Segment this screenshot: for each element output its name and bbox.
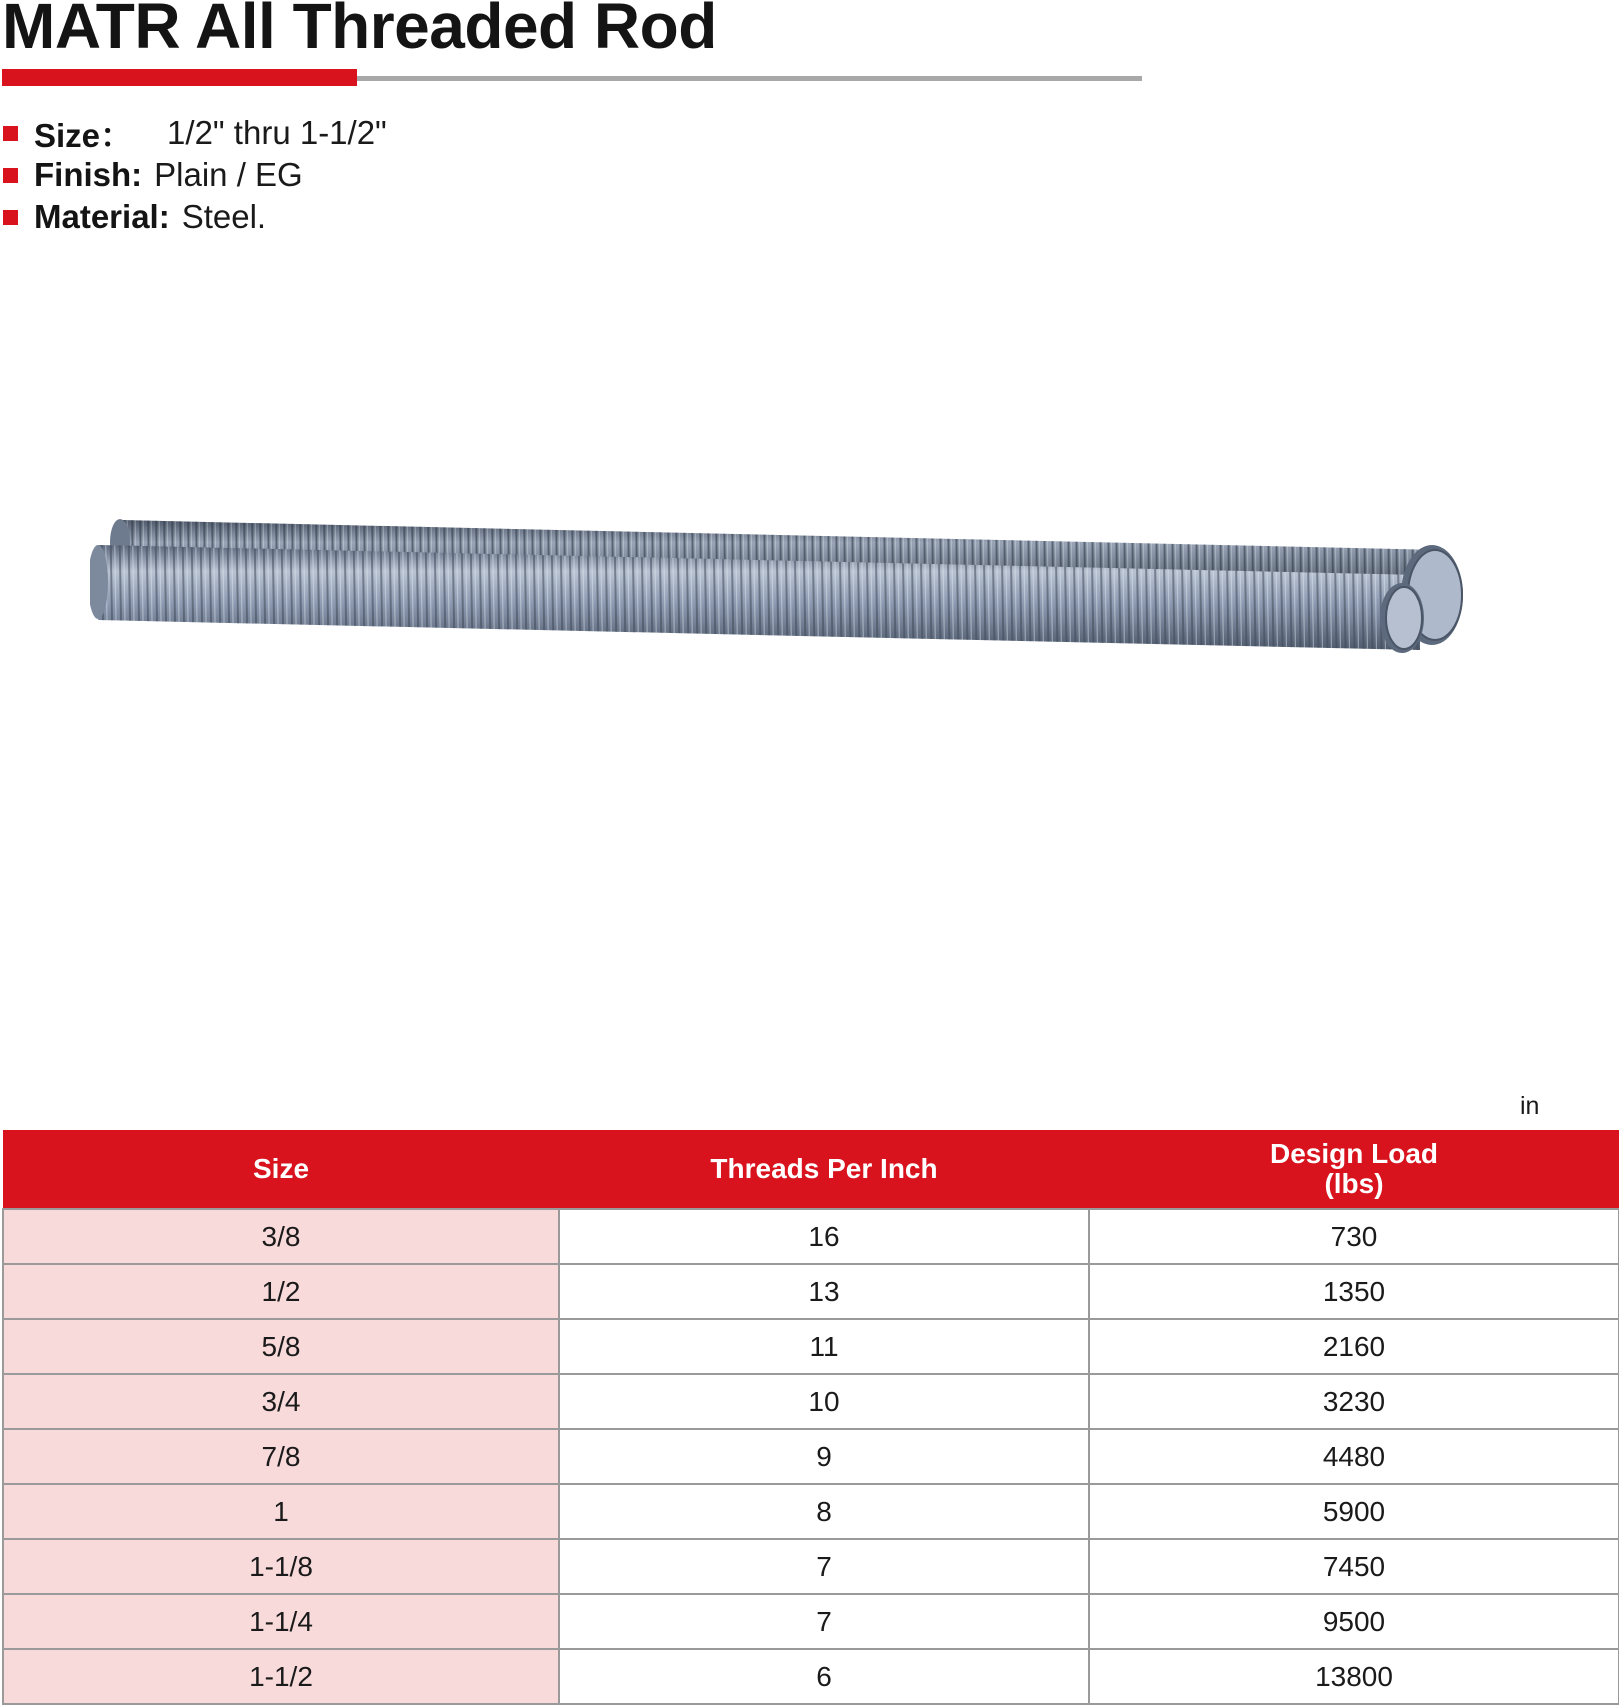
cell-threads: 13 bbox=[559, 1264, 1089, 1319]
table-row bbox=[3, 1539, 1619, 1594]
spec-finish bbox=[0, 154, 387, 196]
spec-value: Plain / EG bbox=[154, 156, 303, 193]
header-size: Size bbox=[3, 1130, 559, 1209]
spec-size bbox=[0, 112, 387, 154]
cell-load: 4480 bbox=[1089, 1429, 1619, 1484]
cell-size: 1/2 bbox=[3, 1264, 559, 1319]
bullet-icon bbox=[3, 126, 18, 141]
cell-load: 7450 bbox=[1089, 1539, 1619, 1594]
title-accent-bar bbox=[2, 69, 357, 86]
cell-threads: 7 bbox=[559, 1594, 1089, 1649]
table-row bbox=[3, 1594, 1619, 1649]
cell-load: 13800 bbox=[1089, 1649, 1619, 1704]
spec-value: 1/2" thru 1-1/2" bbox=[167, 114, 387, 151]
table-row bbox=[3, 1649, 1619, 1704]
bullet-icon bbox=[3, 168, 18, 183]
spec-list bbox=[0, 112, 387, 238]
cell-load: 3230 bbox=[1089, 1374, 1619, 1429]
table-row bbox=[3, 1209, 1619, 1264]
header-design-load-line2: (lbs) bbox=[1324, 1168, 1384, 1199]
cell-threads: 7 bbox=[559, 1539, 1089, 1594]
table-header-row bbox=[3, 1130, 1619, 1209]
spec-label: Material: bbox=[34, 198, 170, 235]
cell-size: 3/4 bbox=[3, 1374, 559, 1429]
cell-threads: 9 bbox=[559, 1429, 1089, 1484]
table-row bbox=[3, 1374, 1619, 1429]
cell-threads: 8 bbox=[559, 1484, 1089, 1539]
cell-size: 7/8 bbox=[3, 1429, 559, 1484]
header-threads: Threads Per Inch bbox=[559, 1130, 1089, 1209]
cell-size: 5/8 bbox=[3, 1319, 559, 1374]
cell-threads: 6 bbox=[559, 1649, 1089, 1704]
cell-load: 2160 bbox=[1089, 1319, 1619, 1374]
table-row bbox=[3, 1319, 1619, 1374]
cell-size: 1-1/2 bbox=[3, 1649, 559, 1704]
header-design-load bbox=[1089, 1130, 1619, 1209]
cell-threads: 10 bbox=[559, 1374, 1089, 1429]
table-row bbox=[3, 1484, 1619, 1539]
cell-load: 1350 bbox=[1089, 1264, 1619, 1319]
cell-load: 9500 bbox=[1089, 1594, 1619, 1649]
spec-label: Size： bbox=[34, 116, 134, 154]
spec-material bbox=[0, 196, 387, 238]
table-row bbox=[3, 1264, 1619, 1319]
spec-table bbox=[2, 1130, 1619, 1705]
cell-threads: 16 bbox=[559, 1209, 1089, 1264]
cell-size: 1 bbox=[3, 1484, 559, 1539]
bullet-icon bbox=[3, 210, 18, 225]
cell-load: 730 bbox=[1089, 1209, 1619, 1264]
cell-size: 1-1/8 bbox=[3, 1539, 559, 1594]
spec-value: Steel. bbox=[181, 198, 267, 235]
spec-label: Finish: bbox=[34, 156, 143, 193]
cell-load: 5900 bbox=[1089, 1484, 1619, 1539]
unit-label: in bbox=[1520, 1092, 1540, 1120]
table-row bbox=[3, 1429, 1619, 1484]
page-title: MATR All Threaded Rod bbox=[2, 0, 717, 62]
cell-size: 1-1/4 bbox=[3, 1594, 559, 1649]
cell-threads: 11 bbox=[559, 1319, 1089, 1374]
cell-size: 3/8 bbox=[3, 1209, 559, 1264]
threaded-rods-image bbox=[90, 500, 1500, 680]
header-design-load-line1: Design Load bbox=[1269, 1138, 1438, 1169]
